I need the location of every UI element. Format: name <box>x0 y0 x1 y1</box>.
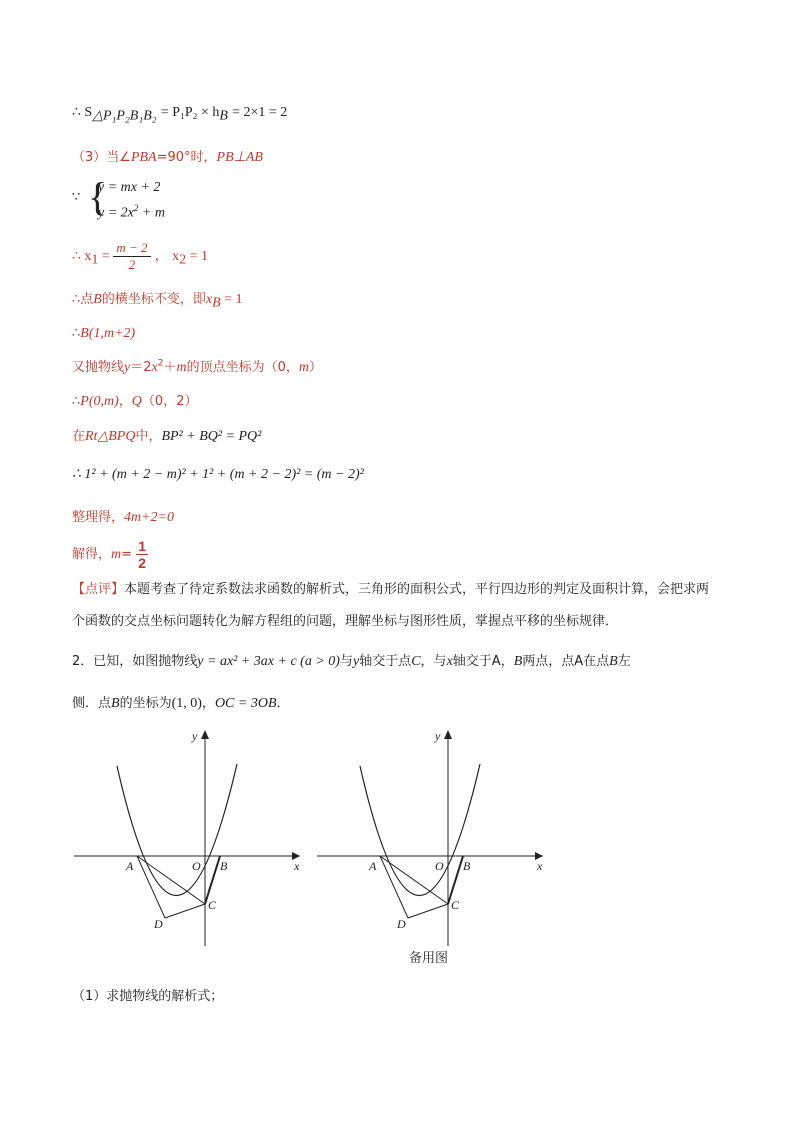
vertex-f: ＋ <box>163 360 177 375</box>
x1-eq: = <box>98 249 114 264</box>
figure-2 <box>313 726 553 951</box>
q2-2c: 的坐标为 <box>119 696 172 711</box>
fig1-label-x: x <box>294 859 300 873</box>
q2-2d: (1, 0) <box>171 696 202 711</box>
Bcoord-b: B(1,m+2) <box>80 326 136 341</box>
fig2-label-D: D <box>397 917 406 931</box>
x2-val: = 1 <box>186 249 209 264</box>
rt-b: Rt△BPQ <box>85 429 136 444</box>
sol-a: 解得， <box>72 547 112 562</box>
vertex-d: x <box>151 360 158 375</box>
q2-line-2 <box>72 692 290 712</box>
simplify-line <box>72 506 174 526</box>
sys2-b: 2 <box>133 203 139 213</box>
q2-1m: 左 <box>617 654 631 669</box>
part3-heading <box>72 146 263 166</box>
sys2-c: + m <box>138 205 165 221</box>
vertex-c: ＝2 <box>130 360 152 375</box>
fig1-label-B: B <box>220 859 228 873</box>
simp-b: 4m+2=0 <box>124 510 175 525</box>
fig1-label-D: D <box>154 917 163 931</box>
q2-1b: y = ax² + 3ax + c (a > 0) <box>197 654 340 669</box>
figure-2-caption: 备用图 <box>409 951 449 966</box>
rt-d: BP² + BQ² = PQ² <box>161 429 262 444</box>
pointB-d: x <box>205 292 213 307</box>
pointB-e: B <box>212 295 221 311</box>
vertex-j: ） <box>309 360 323 375</box>
fig1-DC <box>165 904 205 918</box>
fig1-label-O: O <box>192 859 201 873</box>
q2-1k: 两点，点A在点 <box>522 654 610 669</box>
part3-c: =90°时， <box>156 150 217 165</box>
pointB-a: ∴点 <box>72 292 94 307</box>
sol-denominator: 2 <box>138 555 146 571</box>
q2-2a: 侧．点 <box>72 696 112 711</box>
comment-text: 本题考查了待定系数法求函数的解析式，三角形的面积公式，平行四边形的判定及面积计算，会把求两个函数的交点坐标问题转化为解方程组的问题，理解坐标与图形性质，掌握点平移的坐标规律． <box>72 582 710 629</box>
solution-line <box>72 538 148 571</box>
vertex-e: 2 <box>157 358 164 369</box>
q2-1c: 与 <box>339 654 353 669</box>
fig2-label-B: B <box>463 859 471 873</box>
simp-a: 整理得， <box>72 510 125 525</box>
q2-2g: ． <box>276 696 290 711</box>
area-result: = 2×1 = 2 <box>232 105 288 120</box>
comment-tag: 【点评】 <box>72 582 125 597</box>
vertex-h: 的顶点坐标为（0， <box>186 360 299 375</box>
area-rhs: = P₁P₂ × h <box>160 105 220 120</box>
fig1-label-C: C <box>208 898 217 912</box>
figure-1 <box>70 726 310 951</box>
q2-part1: （1）求抛物线的解析式； <box>72 989 224 1004</box>
q2-1a: 2．已知，如图抛物线 <box>72 654 198 669</box>
pointB-b: B <box>93 292 102 307</box>
part3-a: （3）当∠ <box>72 150 131 165</box>
q2-line-1 <box>72 650 631 670</box>
system-eq-1: y = mx + 2 <box>98 180 161 195</box>
PQ-e: （0，2） <box>141 394 198 409</box>
fig1-label-A: A <box>126 859 134 873</box>
q2-1h: x <box>446 654 453 669</box>
vertex-b: y <box>124 360 131 375</box>
q2-2b: B <box>111 696 120 711</box>
fig2-label-A: A <box>369 859 377 873</box>
rt-a: 在 <box>72 429 86 444</box>
x1-lhs: ∴ x <box>72 249 92 264</box>
system-brace: { <box>88 174 108 219</box>
q2-1f: C <box>411 654 421 669</box>
area-formula-line <box>72 104 287 125</box>
x2-sub: 2 <box>179 252 187 268</box>
q2-1j: B <box>513 654 523 669</box>
q2-2e: ， <box>201 696 215 711</box>
PQ-a: ∴ <box>72 394 81 409</box>
therefore-S: ∴ S <box>72 105 93 120</box>
fig1-CB <box>205 856 220 904</box>
fig2-parabola <box>360 764 480 896</box>
fig2-label-y: y <box>435 729 441 743</box>
q2-1e: 轴交于点 <box>359 654 412 669</box>
fig1-y-arrow <box>201 730 209 739</box>
vertex-line <box>72 356 322 376</box>
fig2-label-C: C <box>451 898 460 912</box>
fig2-label-O: O <box>435 859 444 873</box>
part3-b: PBA <box>130 150 157 165</box>
PQ-line <box>72 390 197 410</box>
PQ-c: ， <box>118 394 132 409</box>
x1-fraction <box>113 240 150 273</box>
because-symbol: ∵ <box>72 190 81 205</box>
fig2-y-arrow <box>444 730 452 739</box>
sol-c: = <box>121 547 133 562</box>
sol-numerator: 1 <box>138 538 146 554</box>
q2-2f: OC = 3OB <box>214 696 277 711</box>
q2-1i: 轴交于A， <box>452 654 514 669</box>
x1-sub: 1 <box>91 252 99 268</box>
Bcoord-a: ∴ <box>72 326 81 341</box>
vertex-g: m <box>176 360 187 375</box>
q2-1l: B <box>609 654 618 669</box>
pointB-c: 的横坐标不变，即 <box>101 292 206 307</box>
fig2-CB <box>448 856 463 904</box>
fig1-label-y: y <box>192 729 198 743</box>
x1-denominator: 2 <box>128 257 136 272</box>
solution-fraction <box>136 538 148 571</box>
h-subscript: B <box>219 108 228 124</box>
x-solutions-line <box>72 240 208 273</box>
q2-1d: y <box>352 654 360 669</box>
x1-numerator: m − 2 <box>113 240 150 257</box>
pythagoras-equation: ∴ 1² + (m + 2 − m)² + 1² + (m + 2 − 2)² = (m − 2)² <box>72 467 364 482</box>
rt-c: 中， <box>135 429 162 444</box>
sol-b: m <box>111 547 122 562</box>
sys2-a: y = 2x <box>98 205 134 221</box>
fig2-DC <box>408 904 448 918</box>
vertex-a: 又抛物线 <box>72 360 125 375</box>
fig2-label-x: x <box>537 859 543 873</box>
B-coordinate-line <box>72 326 135 342</box>
comment-paragraph <box>72 574 722 638</box>
pointB-f: = 1 <box>220 292 243 307</box>
part3-d: PB⊥AB <box>216 150 263 165</box>
system-eq-2 <box>98 203 165 222</box>
PQ-b: P(0,m) <box>80 394 119 409</box>
rt-triangle-line <box>72 425 261 445</box>
x2-text: ， x <box>154 249 180 264</box>
fig1-parabola <box>117 764 237 896</box>
vertex-i: m <box>298 360 310 375</box>
q2-1g: ，与 <box>420 654 447 669</box>
pointB-line <box>72 288 243 312</box>
area-subscript: △P₁P₂B₁B₂ <box>92 108 157 124</box>
PQ-d: Q <box>131 394 142 409</box>
